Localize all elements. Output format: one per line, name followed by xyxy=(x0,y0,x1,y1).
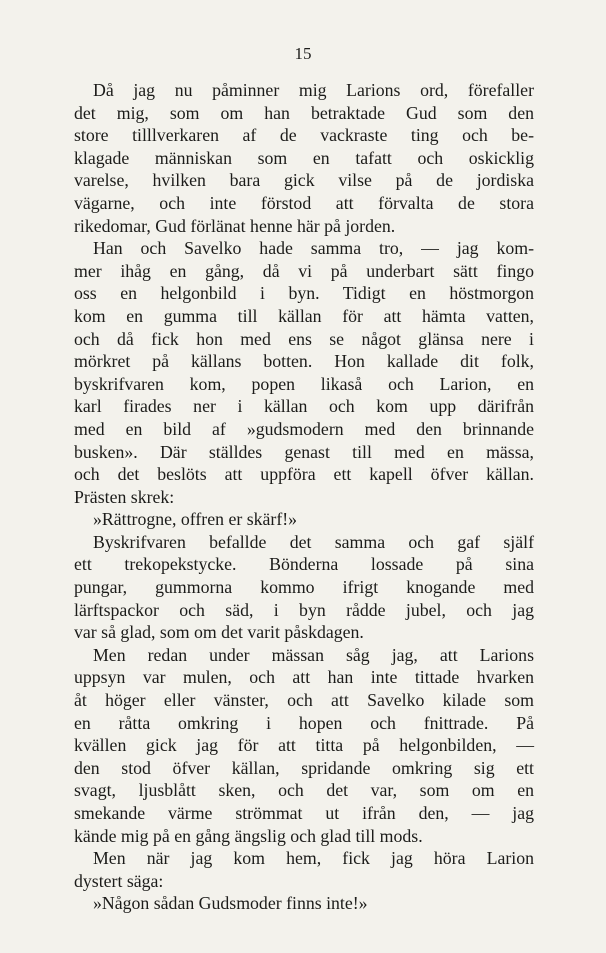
text-line: det mig, som om han betraktade Gud som den xyxy=(74,102,534,123)
text-line: rikedomar, Gud förlänat henne här på jorden. xyxy=(74,215,396,236)
text-line: kvällen gick jag för att titta på helgonbilden, — xyxy=(74,735,534,756)
text-line: busken». Där ställdes genast till med en mässa, xyxy=(74,441,534,462)
body-text xyxy=(74,79,534,915)
text-line: store tilllverkaren af de vackraste ting och be- xyxy=(74,125,534,146)
text-line: pungar, gummorna kommo ifrigt knogande med xyxy=(74,577,534,598)
text-line: Då jag nu påminner mig Larions ord, förefaller xyxy=(93,80,534,100)
text-line: med en bild af »gudsmodern med den brinnande xyxy=(74,418,534,439)
text-line: byskrifvaren kom, popen likaså och Larion, en xyxy=(74,373,534,394)
text-line: klagade människan som en tafatt och oskicklig xyxy=(74,147,534,168)
text-line: Men redan under mässan såg jag, att Larions xyxy=(93,644,534,665)
text-line: Byskrifvaren befallde det samma och gaf själf xyxy=(93,531,534,552)
text-line: en råtta omkring i hopen och fnittrade. På xyxy=(74,712,534,733)
text-line: smekande värme strömmat ut ifrån den, — jag xyxy=(74,803,534,823)
text-line: »Någon sådan Gudsmoder finns inte!» xyxy=(93,893,368,914)
text-line: vägarne, och inte förstod att förvalta de stora xyxy=(74,192,534,213)
text-line: varelse, hvilken bara gick vilse på de jordiska xyxy=(74,170,534,191)
text-line: var så glad, som om det varit påskdagen. xyxy=(74,622,364,643)
text-line: och då fick hon med ens se något glänsa nere i xyxy=(74,328,534,349)
text-line: kände mig på en gång ängslig och glad till mods. xyxy=(74,825,423,846)
text-line: mer ihåg en gång, då vi på underbart sätt fingo xyxy=(74,260,534,281)
text-line: och det beslöts att uppföra ett kapell öfver källan. xyxy=(74,464,534,485)
text-line: Prästen skrek: xyxy=(74,486,175,507)
text-line: Men när jag kom hem, fick jag höra Larion xyxy=(93,848,534,869)
text-line: åt höger eller vänster, och att Savelko kilade som xyxy=(74,690,534,711)
text-line: Han och Savelko hade samma tro, — jag kom- xyxy=(93,238,534,259)
text-line: ett trekopekstycke. Bönderna lossade på sina xyxy=(74,554,534,575)
page-number: 15 xyxy=(294,44,312,63)
text-line: den stod öfver källan, spridande omkring sig ett xyxy=(74,757,534,778)
text-line: »Rättrogne, offren er skärf!» xyxy=(93,509,298,530)
text-line: svagt, ljusblått sken, och det var, som om en xyxy=(74,780,534,801)
text-line: uppsyn var mulen, och att han inte tittade hvarken xyxy=(74,667,534,688)
text-line: karl firades ner i källan och kom upp därifrån xyxy=(74,396,534,417)
text-line: oss en helgonbild i byn. Tidigt en höstmorgon xyxy=(74,283,534,304)
text-line: lärftspackor och säd, i byn rådde jubel, och jag xyxy=(74,599,534,620)
text-line: dystert säga: xyxy=(74,870,164,891)
text-line: kom en gumma till källan för att hämta vatten, xyxy=(74,305,534,326)
text-line: mörkret på källans botten. Hon kallade dit folk, xyxy=(74,351,534,372)
